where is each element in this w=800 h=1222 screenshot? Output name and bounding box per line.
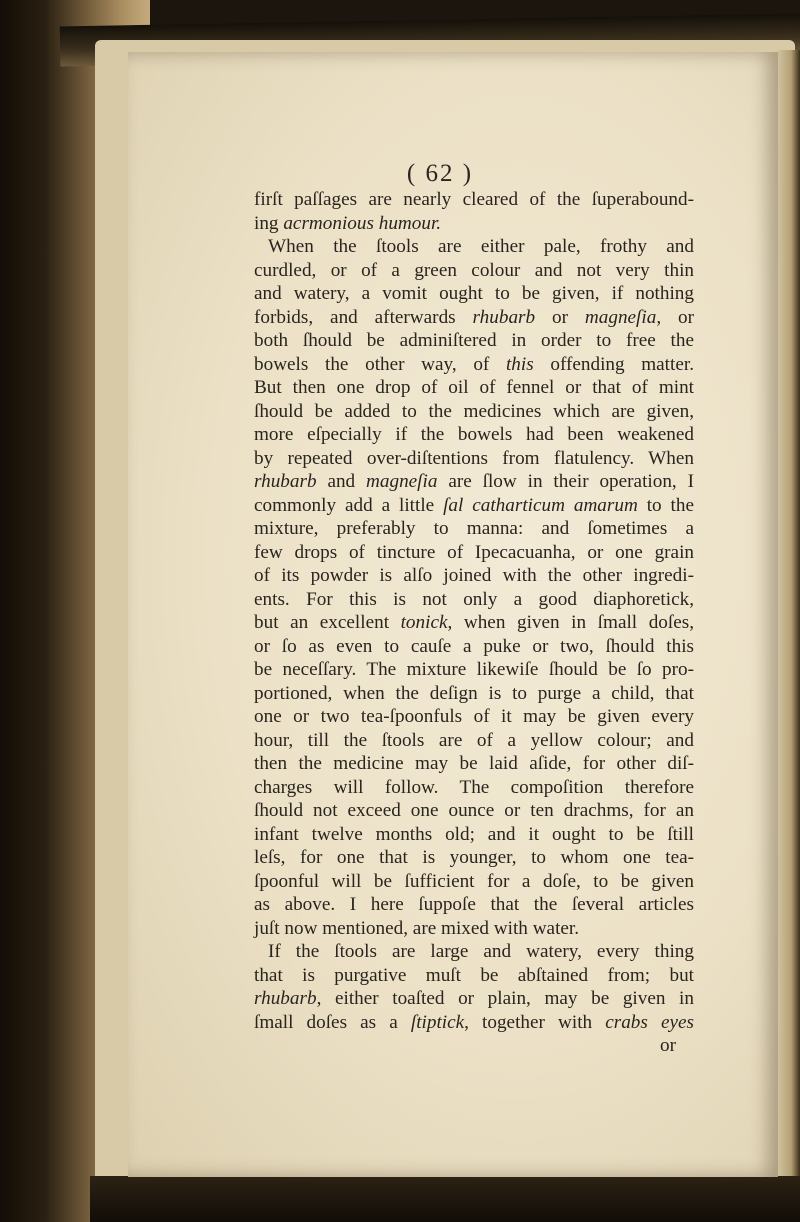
italic-text: tonick [400,612,448,633]
text-run: to the [637,494,694,516]
text-line [254,846,694,870]
italic-text: magneſia [584,306,657,328]
text-run: and watery, a vomit ought to be given, if nothing [254,283,694,304]
text-line [254,400,694,424]
text-line [254,940,694,964]
text-run: , either toaſted or plain, may be given in [316,988,694,1009]
text-run: by repeated over-diſtentions from flatulency. When [254,447,694,469]
text-run: or ſo as even to cauſe a puke or two, ſhould this [254,635,694,657]
catchword-line [254,1034,694,1058]
italic-text: magneſia [366,471,438,492]
text-line [254,494,694,518]
text-run: both ſhould be adminiſtered in order to free the [254,330,694,351]
text-run: one or two tea-ſpoonfuls of it may be given every [254,706,694,727]
text-line [254,987,694,1011]
text-run: ſpoonful will be ſufficient for a doſe, to be given [254,870,694,892]
text-line [254,870,694,894]
text-run: , when given in ſmall doſes, [447,612,694,633]
text-line [254,447,694,471]
text-run: firſt paſſages are nearly cleared of the ſuperabound- [254,189,694,210]
text-run: leſs, for one that is younger, to whom one tea- [254,847,694,868]
text-line [254,564,694,588]
text-run: bowels the other way, of [254,353,506,375]
text-run: But then one drop of oil of fennel or that of mint [254,377,694,398]
text-run: of its powder is alſo joined with the other ingredi- [254,565,694,586]
text-line [254,611,694,635]
text-line [254,235,694,259]
catchword: or [660,1035,676,1056]
text-line [254,776,694,800]
text-line [254,541,694,565]
text-line [254,517,694,541]
italic-text: this [505,353,534,375]
text-run: , or [656,306,695,328]
text-line [254,212,694,236]
text-run: then the medicine may be laid aſide, for other diſ- [254,753,694,774]
text-run: as above. I here ſuppoſe that the ſeveral articles [254,894,694,915]
text-run: curdled, or of a green colour and not very thin [254,259,694,281]
text-line [254,423,694,447]
text-line [254,752,694,776]
text-run: If the ſtools are large and watery, every thing [268,941,694,962]
text-run: hour, till the ſtools are of a yellow colour; and [254,729,694,751]
text-run: ents. For this is not only a good diaphoretick, [254,588,694,610]
text-run: ſmall doſes as a [254,1011,411,1033]
text-line [254,917,694,941]
text-line [254,188,694,212]
text-run: but an excellent [254,612,401,633]
text-run: offending matter. [533,353,694,375]
bottom-shadow [90,1176,800,1222]
text-run: mixture, preferably to manna: and ſometimes a [254,518,694,539]
text-line [254,635,694,659]
text-line [254,259,694,283]
text-run: charges will follow. The compoſition therefore [254,776,694,798]
text-line [254,893,694,917]
text-line [254,353,694,377]
text-run: that is purgative muſt be abſtained from; but [254,964,694,986]
text-run: , together with [464,1011,606,1033]
text-line [254,282,694,306]
italic-text: ſtiptick [410,1011,465,1033]
text-line [254,799,694,823]
body-text [254,188,694,1058]
text-run: few drops of tincture of Ipecacuanha, or one grain [254,541,694,563]
text-run: be neceſſary. The mixture likewiſe ſhould be ſo pro- [254,659,694,680]
text-line [254,682,694,706]
text-run: ſhould be added to the medicines which are given, [254,400,694,422]
text-run: juſt now mentioned, are mixed with water. [254,917,580,939]
text-run: ſhould not exceed one ounce or ten drachms, for an [254,800,694,821]
italic-text: ſal catharticum amarum [443,494,638,516]
italic-text: acrmonious humour. [283,212,442,234]
text-line [254,705,694,729]
text-line [254,588,694,612]
text-run: commonly add a little [254,494,444,516]
text-run: When the ſtools are either pale, frothy and [268,236,694,257]
text-line [254,729,694,753]
text-run: more eſpecially if the bowels had been weakened [254,424,694,445]
text-run: infant twelve months old; and it ought to be ſtill [254,823,694,845]
text-line [254,658,694,682]
text-line [254,329,694,353]
text-line [254,470,694,494]
page-number: ( 62 ) [406,160,474,187]
text-line [254,1011,694,1035]
text-line [254,823,694,847]
text-run: are ſlow in their operation, I [437,471,694,492]
page-right-edge [778,50,800,1190]
italic-text: crabs eyes [605,1011,694,1033]
text-run: ing [254,212,284,234]
text-run: forbids, and afterwards [254,306,473,328]
italic-text: rhubarb [254,471,317,492]
text-line [254,306,694,330]
text-run: or [535,306,585,328]
italic-text: rhubarb [472,306,536,328]
italic-text: rhubarb [254,988,317,1009]
text-run: portioned, when the deſign is to purge a child, that [254,682,694,704]
text-line [254,376,694,400]
text-run: and [316,471,367,492]
text-line [254,964,694,988]
